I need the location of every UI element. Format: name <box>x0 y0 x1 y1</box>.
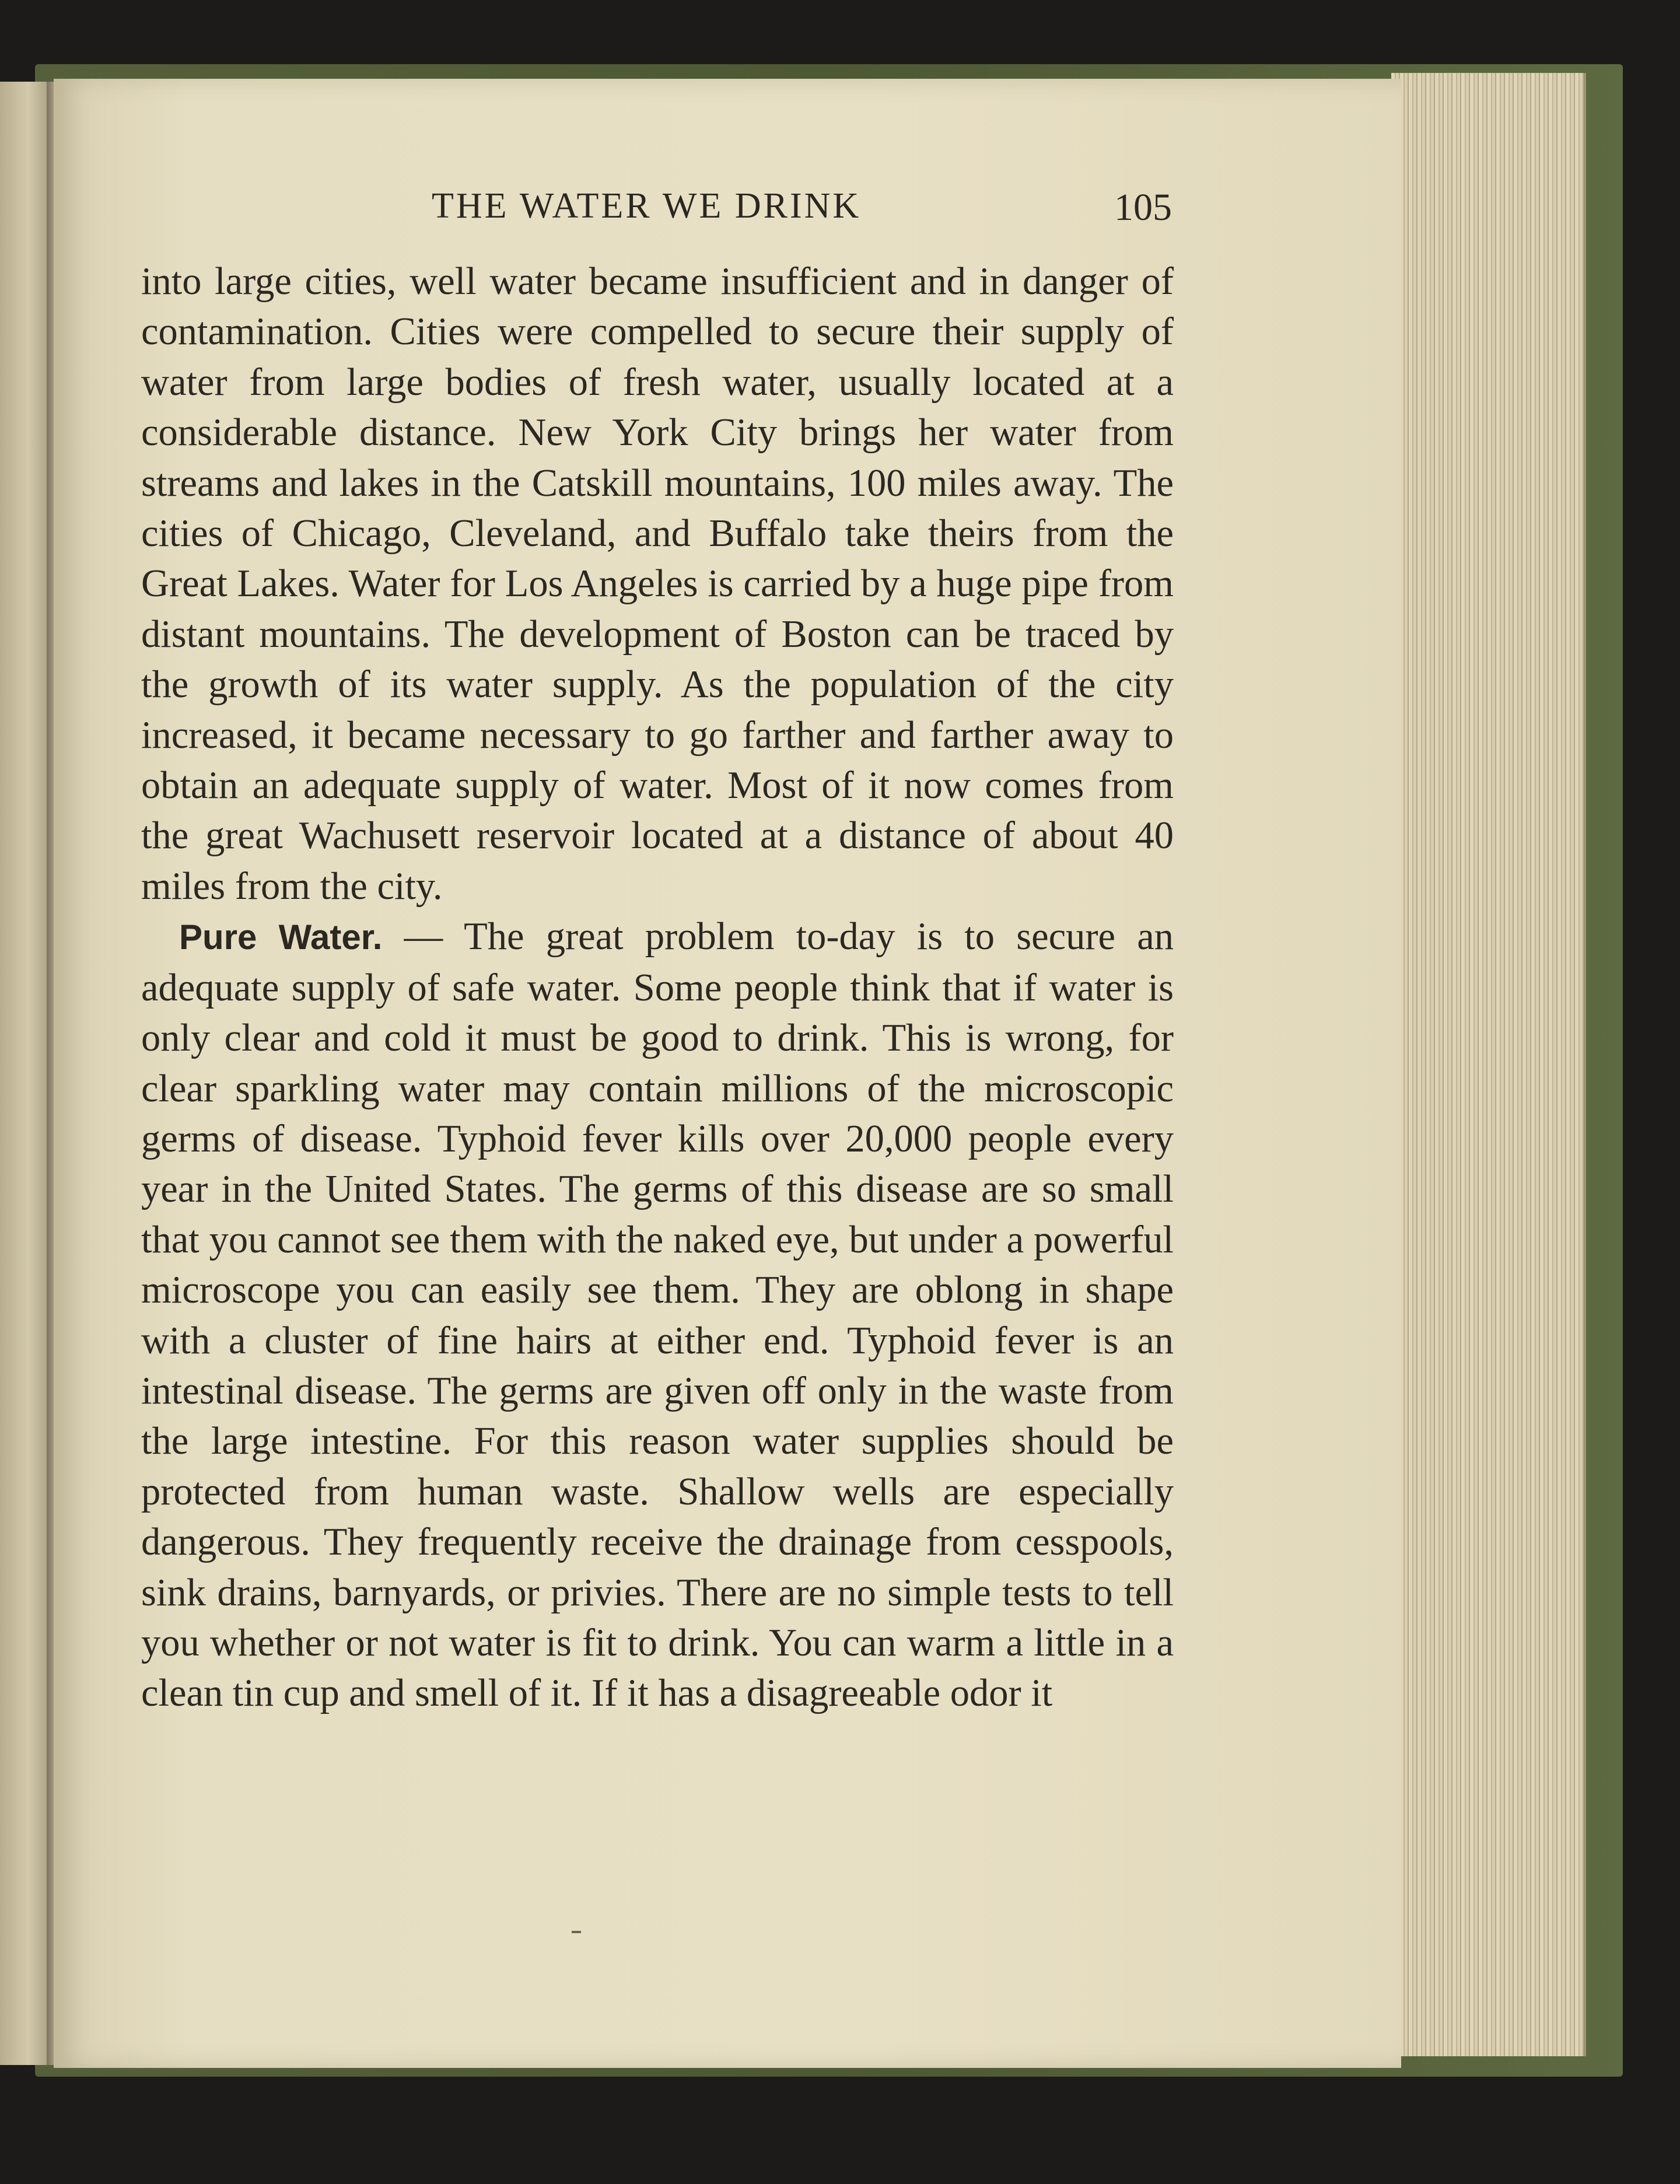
print-speck <box>572 1931 581 1933</box>
paragraph-2 <box>141 912 1174 1719</box>
running-head <box>0 181 1680 233</box>
paragraph-1: into large cities, well water became insufficient and in danger of contamination. Cities were compelled to secure their supply of water from large bodies of fresh water, usually located at a considerable distance. New York City brings her water from streams and lakes in the Catskill mountains, 100 miles away. The cities of Chicago, Cleveland, and Buffalo take theirs from the Great Lakes. Water for Los Angeles is carried by a huge pipe from distant mountains. The development of Boston can be traced by the growth of its water supply. As the population of the city increased, it became necessary to go farther and farther away to obtain an adequate supply of water. Most of it now comes from the great Wachusett reservoir located at a distance of about 40 miles from the city. <box>141 260 1174 908</box>
running-title: THE WATER WE DRINK <box>432 186 862 226</box>
paragraph-2-text: — The great problem to-day is to secure an adequate supply of safe water. Some people think that if water is only clear and cold it must be good to drink. This is wrong, for clear sparkling water may contain millions of the microscopic germs of disease. Typhoid fever kills over 20,000 people every year in the United States. The germs of this disease are so small that you cannot see them with the naked eye, but under a powerful microscope you can easily see them. They are oblong in shape with a cluster of fine hairs at either end. Typhoid fever is an intestinal disease. The germs are given off only in the waste from the large intestine. For this reason water supplies should be protected from human waste. Shallow wells are especially dangerous. They frequently receive the drainage from cesspools, sink drains, barnyards, or privies. There are no simple tests to tell you whether or not water is fit to drink. You can warm a little in a clean tin cup and smell of it. If it has a disagreeable odor it <box>141 915 1174 1715</box>
body-text <box>141 257 1174 1719</box>
section-heading-pure-water: Pure Water. <box>179 918 383 957</box>
page-fore-edge <box>1391 73 1586 2056</box>
page-number: 105 <box>1114 186 1172 229</box>
facing-page-edge <box>0 82 51 2065</box>
